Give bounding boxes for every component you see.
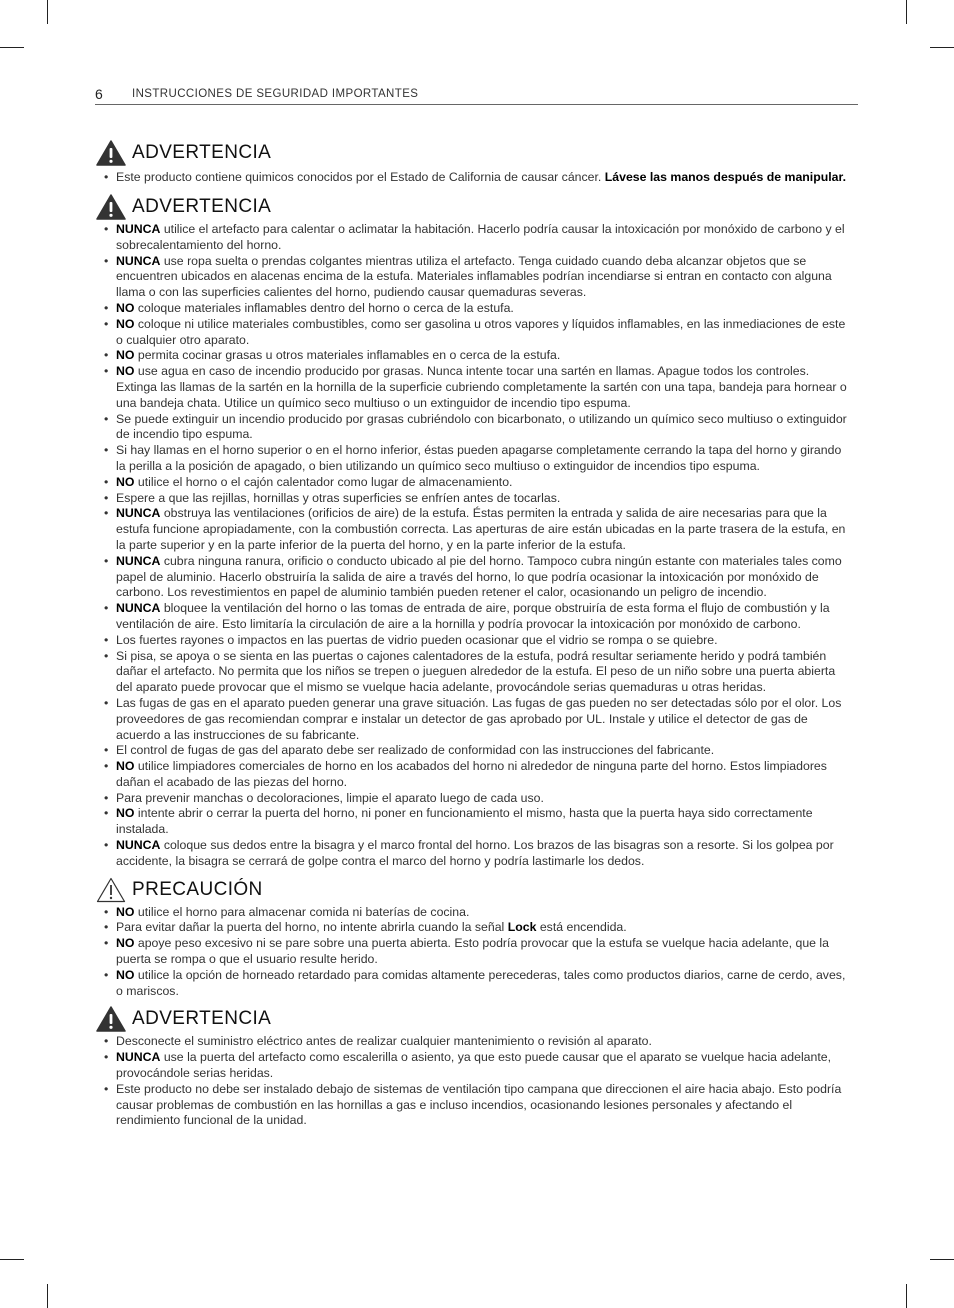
item-text: Este producto no debe ser instalado debajo de sistemas de ventilación tipo campana que direccionen el aire hacia abajo. Esto podría causar problemas de combustión en las hornillas a gas e incluso incendios, ocasionando lesiones personales y afectando el rendimiento funcional de la unidad. [116, 1081, 842, 1128]
item-text: Los fuertes rayones o impactos en las puertas de vidrio pueden ocasionar que el vidrio se rompa o se quiebre. [116, 632, 718, 647]
item-text: use agua en caso de incendio producido por grasas. Nunca intente tocar una sartén en llamas. Apague todos los controles. Extinga las llamas de la sartén en la hornilla de la superficie cubriendo completamente la sartén con una tapa, bandeja para hornear o una bandeja chata. Utilice un químico seco multiuso o un extinguidor de incendio tipo espuma. [116, 364, 847, 410]
warning-section [96, 139, 848, 187]
list-item [96, 791, 848, 807]
list-item [96, 554, 848, 601]
bullet-list [96, 168, 848, 187]
list-item [96, 1034, 848, 1050]
list-item [96, 491, 848, 507]
item-text: Se puede extinguir un incendio producido por grasas cubriéndolo con bicarbonato, o utilizando un químico seco multiuso o extinguidor de incendio tipo espuma. [116, 411, 847, 442]
item-lead-keyword: NUNCA [116, 601, 161, 616]
item-lead-keyword: NO [116, 967, 135, 982]
crop-mark [0, 47, 24, 48]
list-item [96, 905, 848, 921]
list-item [96, 936, 848, 968]
item-text: bloquee la ventilación del horno o las tomas de entrada de aire, porque obstruiría de esta forma el flujo de combustión y la ventilación de aire. Esto limitaría la circulación de aire a la hornilla y podría provocar la intoxicación por monóxido de carbono. [116, 601, 830, 631]
list-item [96, 443, 848, 475]
crop-mark [930, 47, 954, 48]
item-text: utilice el horno o el cajón calentador como lugar de almacenamiento. [134, 474, 513, 489]
warning-icon [96, 1006, 126, 1032]
list-item [96, 806, 848, 838]
crop-mark [47, 0, 48, 24]
item-lead-keyword: NO [116, 936, 135, 951]
item-lead-keyword: NUNCA [116, 838, 161, 853]
section-title: ADVERTENCIA [132, 1008, 272, 1030]
list-item [96, 317, 848, 349]
item-text: apoye peso excesivo ni se pare sobre una puerta abierta. Esto podría provocar que la estufa se vuelque hacia adelante, que la puerta se rompa o que el usuario resulte herido. [116, 936, 830, 967]
crop-mark [930, 1259, 954, 1260]
bullet-list [96, 222, 848, 870]
list-item [96, 222, 848, 254]
caution-section [96, 876, 848, 1000]
item-text: coloque materiales inflamables dentro del horno o cerca de la estufa. [134, 300, 514, 315]
item-text: coloque ni utilice materiales combustibles, como ser gasolina u otros vapores y líquidos inflamables, en las inmediaciones de este o cualquier otro aparato. [116, 316, 846, 347]
list-item [96, 920, 848, 936]
list-item [96, 412, 848, 444]
item-lead-keyword: NO [116, 474, 135, 489]
caution-icon [96, 877, 126, 903]
crop-mark [906, 0, 907, 24]
item-lead-keyword: NO [116, 806, 135, 821]
item-text: Si pisa, se apoya o se sienta en las puertas o cajones calentadores de la estufa, podrá resultar seriamente herido y podrá también dañar el artefacto. No permita que los niños se trepen o jueguen alrededor de la estufa. El peso de un niño sobre una puerta abierta del aparato puede provocar que el mismo se vuelque hacia adelante, provocándole serias quemaduras u otras heridas. [116, 648, 836, 695]
section-title: ADVERTENCIA [132, 142, 272, 163]
crop-mark [906, 1284, 907, 1308]
item-text: permita cocinar grasas u otros materiales inflamables en o cerca de la estufa. [134, 348, 561, 363]
list-item [96, 168, 848, 187]
item-lead-keyword: NO [116, 364, 135, 379]
list-item [96, 601, 848, 633]
item-text: intente abrir o cerrar la puerta del horno, ni poner en funcionamiento el mismo, hasta que la puerta haya sido correctamente instalada. [116, 806, 813, 837]
list-item [96, 759, 848, 791]
warning-section [96, 1005, 848, 1129]
item-text: coloque sus dedos entre la bisagra y el marco frontal del horno. Los brazos de las bisagras son a resorte. Si los golpea por accidente, la bisagra se cerrará de golpe contra el marco del horno y podría lastimarle los dedos. [116, 838, 834, 868]
section-heading [96, 193, 848, 221]
page-header [95, 86, 858, 105]
section-heading [96, 1005, 848, 1033]
item-lead-keyword: NO [116, 316, 135, 331]
item-lead-keyword: NUNCA [116, 1050, 161, 1065]
item-text: Desconecte el suministro eléctrico antes de realizar cualquier mantenimiento o revisión al aparato. [116, 1034, 652, 1049]
header-title: INSTRUCCIONES DE SEGURIDAD IMPORTANTES [132, 88, 419, 100]
list-item [96, 633, 848, 649]
list-item [96, 838, 848, 870]
item-text: Para prevenir manchas o decoloraciones, limpie el aparato luego de cada uso. [116, 790, 544, 805]
bullet-list [96, 1034, 848, 1129]
bullet-list [96, 905, 848, 1000]
section-title: ADVERTENCIA [132, 196, 272, 217]
list-item [96, 475, 848, 491]
section-heading [96, 876, 848, 904]
list-item [96, 364, 848, 411]
item-text: cubra ninguna ranura, orificio o conducto ubicado al pie del horno. Tampoco cubra ningún estante con materiales tales como papel de aluminio. Hacerlo obstruiría la salida de aire a través del horno, lo que podría ocasionar la intoxicación por monóxido de carbono. Los revestimientos en papel de aluminio también pueden retener el calor, ocasionando un peligro de incendio. [116, 553, 842, 600]
list-item [96, 1082, 848, 1129]
item-text: obstruya las ventilaciones (orificios de aire) de la estufa. Éstas permiten la entrada y salida de aire necesarias para que la estufa funcione apropiadamente, con la combustión correcta. Las aperturas de aire están ubicadas en la parte trasera de la estufa, en la parte superior y en la parte inferior de la puerta del horno, y en la parte inferior de la estufa. [116, 506, 846, 552]
item-lead-keyword: NUNCA [116, 253, 161, 268]
item-text: Las fugas de gas en el aparato pueden generar una grave situación. Las fugas de gas pueden no ser detectadas sólo por el olor. Los proveedores de gas recomiendan comprar e instalar un detector de gas aprobado por UL. Instale y utilice el detector de gas de acuerdo a las instrucciones de su fabricante. [116, 695, 842, 742]
item-text: Este producto contiene quimicos conocidos por el Estado de California de causar cáncer. [116, 170, 605, 184]
item-text: Si hay llamas en el horno superior o en el horno inferior, éstas pueden apagarse completamente cerrando la tapa del horno y girando la perilla a la posición de apagado, o bien utilizando un químico seco multiuso o extinguidor de incendios tipo espuma. [116, 443, 842, 473]
item-text: utilice el horno para almacenar comida ni baterías de cocina. [134, 904, 470, 919]
warning-section [96, 193, 848, 870]
section-heading [96, 139, 848, 167]
item-lead-keyword: NO [116, 759, 135, 774]
crop-mark [47, 1284, 48, 1308]
item-lead-keyword: NUNCA [116, 506, 161, 521]
item-text: use ropa suelta o prendas colgantes mientras utiliza el artefacto. Tenga cuidado cuando deba alcanzar objetos que se encuentren ubicados en alacenas encima de la estufa. Materiales inflamables podrían incendiarse si entran en contacto con alguna llama o con las superficies calientes del horno, pudiendo causar quemaduras severas. [116, 253, 832, 300]
crop-mark [0, 1259, 24, 1260]
list-item [96, 968, 848, 1000]
item-lead-keyword: NO [116, 300, 135, 315]
item-text: utilice la opción de horneado retardado para comidas altamente perecederas, tales como productos diarios, carne de cerdo, aves, o mariscos. [116, 967, 846, 998]
warning-icon [96, 140, 126, 166]
warning-icon [96, 194, 126, 220]
list-item [96, 254, 848, 301]
item-bold-text: Lock [507, 920, 537, 935]
list-item [96, 696, 848, 743]
list-item [96, 301, 848, 317]
item-lead-keyword: NO [116, 348, 135, 363]
item-text: use la puerta del artefacto como escalerilla o asiento, ya que esto puede causar que el aparato se vuelque hacia adelante, provocándole serias heridas. [116, 1050, 832, 1081]
item-text: está encendida. [536, 920, 627, 935]
item-text: Espere a que las rejillas, hornillas y otras superficies se enfríen antes de tocarlas. [116, 490, 561, 505]
list-item [96, 506, 848, 553]
item-lead-keyword: NUNCA [116, 222, 161, 236]
item-lead-keyword: NO [116, 904, 135, 919]
list-item [96, 348, 848, 364]
list-item [96, 649, 848, 696]
item-text: utilice limpiadores comerciales de horno en los acabados del horno ni alrededor de ninguna parte del horno. Estos limpiadores dañan el acabado de las piezas del horno. [116, 759, 827, 789]
section-title: PRECAUCIÓN [132, 878, 263, 900]
list-item [96, 1050, 848, 1082]
page-content [96, 139, 848, 1135]
item-text: Para evitar dañar la puerta del horno, no intente abrirla cuando la señal [116, 920, 508, 935]
item-bold-text: Lávese las manos después de manipular. [604, 170, 847, 184]
list-item [96, 743, 848, 759]
item-text: utilice el artefacto para calentar o aclimatar la habitación. Hacerlo podría causar la intoxicación por monóxido de carbono y el sobrecalentamiento del horno. [116, 222, 845, 252]
item-text: El control de fugas de gas del aparato debe ser realizado de conformidad con las instrucciones del fabricante. [116, 743, 715, 758]
page-number: 6 [95, 86, 103, 102]
item-lead-keyword: NUNCA [116, 553, 161, 568]
